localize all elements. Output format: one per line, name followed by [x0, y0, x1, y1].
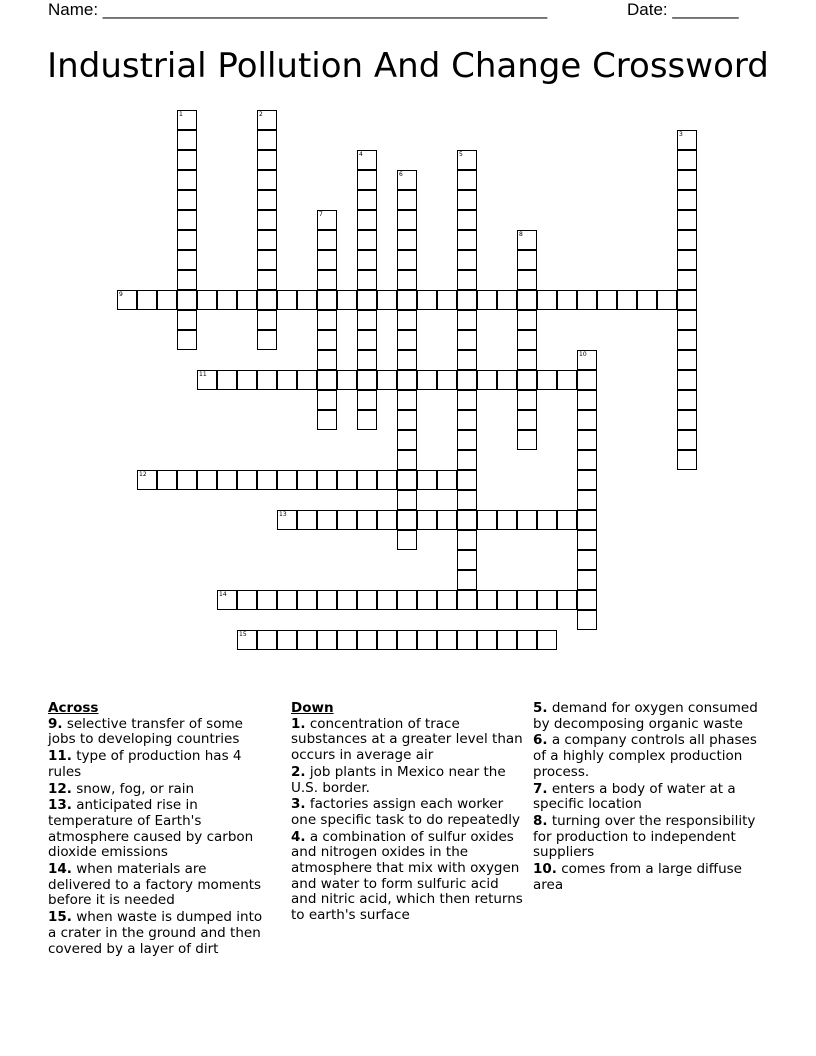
page-title: Industrial Pollution And Change Crossword: [47, 46, 769, 86]
grid-cell[interactable]: [677, 350, 697, 370]
grid-cell[interactable]: [257, 250, 277, 270]
clue-number: 13.: [48, 797, 72, 814]
grid-cell[interactable]: [317, 270, 337, 290]
grid-cell[interactable]: [317, 310, 337, 330]
grid-cell[interactable]: [197, 470, 217, 490]
grid-cell[interactable]: [297, 510, 317, 530]
date-line[interactable]: Date: _______: [627, 0, 739, 19]
grid-cell[interactable]: [197, 370, 217, 390]
clue-number: 9.: [48, 715, 63, 732]
clue-number: 14: [219, 591, 227, 598]
grid-cell[interactable]: [137, 470, 157, 490]
grid-cell[interactable]: [677, 370, 697, 390]
grid-cell[interactable]: [517, 350, 537, 370]
grid-cell[interactable]: [397, 630, 417, 650]
grid-cell[interactable]: [577, 430, 597, 450]
grid-cell[interactable]: [457, 430, 477, 450]
grid-cell[interactable]: [257, 110, 277, 130]
grid-cell[interactable]: [297, 290, 317, 310]
grid-cell[interactable]: [457, 310, 477, 330]
clue-number: 14.: [48, 861, 72, 878]
grid-cell[interactable]: [397, 450, 417, 470]
grid-cell[interactable]: [397, 270, 417, 290]
grid-cell[interactable]: [417, 590, 437, 610]
clue-text: anticipated rise in temperature of Earth's atmosphere caused by carbon dioxide emissions: [48, 797, 254, 861]
grid-cell[interactable]: [217, 290, 237, 310]
grid-cell[interactable]: [397, 390, 417, 410]
clue-number: 15.: [48, 909, 72, 926]
clue-number: 10: [579, 351, 587, 358]
clue-text: a company controls all phases of a highly complex production process.: [533, 732, 757, 780]
grid-cell[interactable]: [677, 430, 697, 450]
clue-text: factories assign each worker one specific task to do repeatedly: [291, 796, 520, 828]
grid-cell[interactable]: [597, 290, 617, 310]
grid-cell[interactable]: [437, 290, 457, 310]
grid-cell[interactable]: [457, 410, 477, 430]
clue-number: 1.: [291, 715, 306, 732]
grid-cell[interactable]: [117, 290, 137, 310]
grid-cell[interactable]: [557, 510, 577, 530]
grid-cell[interactable]: [457, 630, 477, 650]
grid-cell[interactable]: [177, 330, 197, 350]
grid-cell[interactable]: [477, 370, 497, 390]
grid-cell[interactable]: [537, 290, 557, 310]
grid-cell[interactable]: [537, 370, 557, 390]
grid-cell[interactable]: [357, 510, 377, 530]
grid-cell[interactable]: [577, 530, 597, 550]
clue-number: 3: [679, 131, 683, 138]
grid-cell[interactable]: [517, 590, 537, 610]
grid-cell[interactable]: [377, 370, 397, 390]
clue-number: 4.: [291, 828, 306, 845]
grid-cell[interactable]: [257, 590, 277, 610]
grid-cell[interactable]: [577, 390, 597, 410]
grid-cell[interactable]: [577, 510, 597, 530]
grid-cell[interactable]: [337, 510, 357, 530]
clue: [48, 798, 273, 861]
grid-cell[interactable]: [357, 390, 377, 410]
grid-cell[interactable]: [297, 590, 317, 610]
clue-number: 2: [259, 111, 263, 118]
grid-cell[interactable]: [157, 470, 177, 490]
clue-text: selective transfer of some jobs to developing countries: [48, 715, 243, 748]
grid-cell[interactable]: [457, 250, 477, 270]
grid-cell[interactable]: [517, 510, 537, 530]
grid-cell[interactable]: [397, 330, 417, 350]
grid-cell[interactable]: [497, 290, 517, 310]
clue-number: 8: [519, 231, 523, 238]
grid-cell[interactable]: [357, 330, 377, 350]
grid-cell[interactable]: [457, 570, 477, 590]
clue-number: 15: [239, 631, 247, 638]
grid-cell[interactable]: [577, 590, 597, 610]
grid-cell[interactable]: [257, 150, 277, 170]
across-heading: Across: [48, 700, 99, 716]
down-clues-continued: [533, 701, 758, 894]
grid-cell[interactable]: [177, 130, 197, 150]
grid-cell[interactable]: [277, 510, 297, 530]
clue-number: 7: [319, 211, 323, 218]
grid-cell[interactable]: [457, 470, 477, 490]
clue: [48, 717, 273, 748]
clue: [291, 765, 527, 796]
grid-cell[interactable]: [457, 550, 477, 570]
clue-number: 6.: [533, 732, 548, 749]
grid-cell[interactable]: [237, 630, 257, 650]
grid-cell[interactable]: [517, 370, 537, 390]
clue-number: 7.: [533, 780, 548, 797]
clue-text: when materials are delivered to a factory moments before it is needed: [48, 861, 262, 909]
grid-cell[interactable]: [257, 370, 277, 390]
grid-cell[interactable]: [577, 450, 597, 470]
grid-cell[interactable]: [457, 290, 477, 310]
grid-cell[interactable]: [497, 510, 517, 530]
grid-cell[interactable]: [457, 510, 477, 530]
grid-cell[interactable]: [237, 590, 257, 610]
clue-number: 4: [359, 151, 363, 158]
clue: [48, 749, 273, 780]
grid-cell[interactable]: [237, 290, 257, 310]
grid-cell[interactable]: [317, 470, 337, 490]
grid-cell[interactable]: [217, 590, 237, 610]
grid-cell[interactable]: [377, 510, 397, 530]
grid-cell[interactable]: [357, 230, 377, 250]
grid-cell[interactable]: [217, 370, 237, 390]
grid-cell[interactable]: [437, 370, 457, 390]
grid-cell[interactable]: [297, 370, 317, 390]
grid-cell[interactable]: [257, 190, 277, 210]
grid-cell[interactable]: [217, 470, 237, 490]
grid-cell[interactable]: [297, 470, 317, 490]
grid-cell[interactable]: [457, 230, 477, 250]
grid-cell[interactable]: [357, 410, 377, 430]
clue-number: 3.: [291, 796, 306, 813]
grid-cell[interactable]: [517, 310, 537, 330]
grid-cell[interactable]: [317, 330, 337, 350]
grid-cell[interactable]: [177, 150, 197, 170]
grid-cell[interactable]: [357, 250, 377, 270]
grid-cell[interactable]: [177, 290, 197, 310]
grid-cell[interactable]: [277, 630, 297, 650]
grid-cell[interactable]: [317, 290, 337, 310]
grid-cell[interactable]: [357, 350, 377, 370]
grid-cell[interactable]: [377, 290, 397, 310]
grid-cell[interactable]: [357, 370, 377, 390]
grid-cell[interactable]: [457, 270, 477, 290]
down-clues: [291, 701, 527, 925]
grid-cell[interactable]: [417, 470, 437, 490]
grid-cell[interactable]: [397, 350, 417, 370]
clue: [533, 862, 758, 893]
grid-cell[interactable]: [417, 370, 437, 390]
grid-cell[interactable]: [377, 630, 397, 650]
grid-cell[interactable]: [537, 630, 557, 650]
clue: [533, 782, 758, 813]
grid-cell[interactable]: [257, 330, 277, 350]
grid-cell[interactable]: [517, 290, 537, 310]
grid-cell[interactable]: [537, 590, 557, 610]
grid-cell[interactable]: [357, 190, 377, 210]
grid-cell[interactable]: [397, 290, 417, 310]
grid-cell[interactable]: [397, 470, 417, 490]
name-line[interactable]: Name: _______________________________________________: [48, 0, 548, 19]
grid-cell[interactable]: [277, 470, 297, 490]
grid-cell[interactable]: [677, 150, 697, 170]
grid-cell[interactable]: [477, 290, 497, 310]
grid-cell[interactable]: [337, 590, 357, 610]
grid-cell[interactable]: [477, 630, 497, 650]
grid-cell[interactable]: [317, 630, 337, 650]
grid-cell[interactable]: [677, 390, 697, 410]
clue: [48, 782, 273, 798]
grid-cell[interactable]: [397, 530, 417, 550]
grid-cell[interactable]: [317, 230, 337, 250]
grid-cell[interactable]: [317, 510, 337, 530]
clue-number: 11: [199, 371, 207, 378]
grid-cell[interactable]: [257, 290, 277, 310]
grid-cell[interactable]: [577, 470, 597, 490]
clue-number: 9: [119, 291, 123, 298]
grid-cell[interactable]: [357, 210, 377, 230]
clue-text: snow, fog, or rain: [71, 780, 195, 797]
grid-cell[interactable]: [677, 170, 697, 190]
grid-cell[interactable]: [457, 450, 477, 470]
grid-cell[interactable]: [657, 290, 677, 310]
grid-cell[interactable]: [397, 190, 417, 210]
clue-number: 13: [279, 511, 287, 518]
grid-cell[interactable]: [257, 170, 277, 190]
grid-cell[interactable]: [677, 310, 697, 330]
grid-cell[interactable]: [457, 390, 477, 410]
grid-cell[interactable]: [397, 370, 417, 390]
grid-cell[interactable]: [177, 470, 197, 490]
grid-cell[interactable]: [457, 530, 477, 550]
clue-number: 6: [399, 171, 403, 178]
clue: [291, 830, 527, 924]
grid-cell[interactable]: [317, 370, 337, 390]
grid-cell[interactable]: [517, 250, 537, 270]
grid-cell[interactable]: [577, 370, 597, 390]
grid-cell[interactable]: [317, 390, 337, 410]
grid-cell[interactable]: [397, 310, 417, 330]
clue-text: turning over the responsibility for production to independent suppliers: [533, 812, 756, 861]
grid-cell[interactable]: [577, 570, 597, 590]
grid-cell[interactable]: [497, 630, 517, 650]
grid-cell[interactable]: [397, 170, 417, 190]
clue: [48, 910, 273, 957]
grid-cell[interactable]: [557, 590, 577, 610]
clue-number: 5: [459, 151, 463, 158]
grid-cell[interactable]: [357, 290, 377, 310]
clue-number: 1: [179, 111, 183, 118]
grid-cell[interactable]: [517, 390, 537, 410]
grid-cell[interactable]: [337, 290, 357, 310]
grid-cell[interactable]: [257, 210, 277, 230]
grid-cell[interactable]: [577, 350, 597, 370]
grid-cell[interactable]: [177, 250, 197, 270]
grid-cell[interactable]: [357, 470, 377, 490]
grid-cell[interactable]: [457, 370, 477, 390]
grid-cell[interactable]: [577, 410, 597, 430]
clue-text: demand for oxygen consumed by decomposing organic waste: [533, 700, 758, 732]
grid-cell[interactable]: [277, 290, 297, 310]
grid-cell[interactable]: [397, 210, 417, 230]
grid-cell[interactable]: [257, 130, 277, 150]
grid-cell[interactable]: [477, 510, 497, 530]
grid-cell[interactable]: [457, 210, 477, 230]
grid-cell[interactable]: [397, 250, 417, 270]
clue-text: enters a body of water at a specific location: [533, 780, 736, 813]
grid-cell[interactable]: [237, 470, 257, 490]
grid-cell[interactable]: [397, 430, 417, 450]
clue-number: 12.: [48, 780, 72, 797]
grid-cell[interactable]: [157, 290, 177, 310]
grid-cell[interactable]: [317, 250, 337, 270]
grid-cell[interactable]: [677, 270, 697, 290]
grid-cell[interactable]: [457, 490, 477, 510]
clue-number: 10.: [533, 861, 557, 878]
grid-cell[interactable]: [437, 510, 457, 530]
grid-cell[interactable]: [517, 630, 537, 650]
grid-cell[interactable]: [557, 290, 577, 310]
grid-cell[interactable]: [497, 370, 517, 390]
down-heading: Down: [291, 700, 334, 716]
grid-cell[interactable]: [437, 470, 457, 490]
grid-cell[interactable]: [517, 410, 537, 430]
clue-number: 5.: [533, 700, 548, 716]
grid-cell[interactable]: [677, 210, 697, 230]
across-clues: [48, 701, 273, 958]
clue-text: type of production has 4 rules: [48, 748, 242, 780]
grid-cell[interactable]: [677, 450, 697, 470]
grid-cell[interactable]: [297, 630, 317, 650]
grid-cell[interactable]: [577, 490, 597, 510]
grid-cell[interactable]: [257, 630, 277, 650]
clue: [533, 814, 758, 861]
grid-cell[interactable]: [357, 590, 377, 610]
grid-cell[interactable]: [357, 150, 377, 170]
grid-cell[interactable]: [177, 210, 197, 230]
clue: [533, 701, 758, 732]
grid-cell[interactable]: [457, 150, 477, 170]
grid-cell[interactable]: [677, 250, 697, 270]
grid-cell[interactable]: [397, 410, 417, 430]
grid-cell[interactable]: [177, 170, 197, 190]
grid-cell[interactable]: [397, 510, 417, 530]
grid-cell[interactable]: [577, 610, 597, 630]
grid-cell[interactable]: [677, 190, 697, 210]
grid-cell[interactable]: [417, 290, 437, 310]
grid-cell[interactable]: [137, 290, 157, 310]
grid-cell[interactable]: [457, 350, 477, 370]
grid-cell[interactable]: [197, 290, 217, 310]
grid-cell[interactable]: [577, 290, 597, 310]
grid-cell[interactable]: [537, 510, 557, 530]
grid-cell[interactable]: [257, 310, 277, 330]
clue-text: job plants in Mexico near the U.S. border.: [291, 763, 506, 796]
clue: [291, 797, 527, 828]
grid-cell[interactable]: [317, 350, 337, 370]
grid-cell[interactable]: [337, 370, 357, 390]
clue-text: concentration of trace substances at a greater level than occurs in average air: [291, 715, 523, 764]
grid-cell[interactable]: [337, 470, 357, 490]
grid-cell[interactable]: [317, 590, 337, 610]
grid-cell[interactable]: [357, 170, 377, 190]
grid-cell[interactable]: [677, 130, 697, 150]
grid-cell[interactable]: [377, 590, 397, 610]
grid-cell[interactable]: [517, 430, 537, 450]
grid-cell[interactable]: [457, 170, 477, 190]
grid-cell[interactable]: [457, 330, 477, 350]
clue-text: when waste is dumped into a crater in the ground and then covered by a layer of dirt: [48, 909, 263, 957]
clue-number: 8.: [533, 812, 548, 829]
grid-cell[interactable]: [397, 590, 417, 610]
grid-cell[interactable]: [317, 410, 337, 430]
grid-cell[interactable]: [357, 630, 377, 650]
grid-cell[interactable]: [257, 230, 277, 250]
grid-cell[interactable]: [397, 490, 417, 510]
grid-cell[interactable]: [457, 590, 477, 610]
grid-cell[interactable]: [317, 210, 337, 230]
grid-cell[interactable]: [177, 230, 197, 250]
grid-cell[interactable]: [277, 590, 297, 610]
clue-number: 12: [139, 471, 147, 478]
clue: [291, 717, 527, 764]
clue-number: 2.: [291, 763, 306, 780]
grid-cell[interactable]: [177, 310, 197, 330]
grid-cell[interactable]: [377, 470, 397, 490]
grid-cell[interactable]: [417, 510, 437, 530]
grid-cell[interactable]: [237, 370, 257, 390]
clue-text: comes from a large diffuse area: [533, 861, 742, 893]
grid-cell[interactable]: [337, 630, 357, 650]
grid-cell[interactable]: [177, 270, 197, 290]
grid-cell[interactable]: [177, 190, 197, 210]
grid-cell[interactable]: [277, 370, 297, 390]
grid-cell[interactable]: [517, 270, 537, 290]
grid-cell[interactable]: [517, 330, 537, 350]
clue-text: a combination of sulfur oxides and nitrogen oxides in the atmosphere that mix with oxygen and water to form sulfuric acid and nitric acid, which then returns to earth's surface: [291, 828, 523, 924]
grid-cell[interactable]: [397, 230, 417, 250]
grid-cell[interactable]: [517, 230, 537, 250]
grid-cell[interactable]: [437, 630, 457, 650]
grid-cell[interactable]: [677, 230, 697, 250]
grid-cell[interactable]: [257, 270, 277, 290]
grid-cell[interactable]: [617, 290, 637, 310]
grid-cell[interactable]: [437, 590, 457, 610]
grid-cell[interactable]: [457, 190, 477, 210]
grid-cell[interactable]: [357, 270, 377, 290]
grid-cell[interactable]: [497, 590, 517, 610]
clue: [48, 862, 273, 909]
grid-cell[interactable]: [177, 110, 197, 130]
grid-cell[interactable]: [677, 330, 697, 350]
grid-cell[interactable]: [677, 410, 697, 430]
grid-cell[interactable]: [357, 310, 377, 330]
grid-cell[interactable]: [677, 290, 697, 310]
grid-cell[interactable]: [637, 290, 657, 310]
clue: [533, 733, 758, 780]
grid-cell[interactable]: [257, 470, 277, 490]
clue-number: 11.: [48, 748, 72, 765]
grid-cell[interactable]: [417, 630, 437, 650]
grid-cell[interactable]: [477, 590, 497, 610]
grid-cell[interactable]: [557, 370, 577, 390]
grid-cell[interactable]: [577, 550, 597, 570]
